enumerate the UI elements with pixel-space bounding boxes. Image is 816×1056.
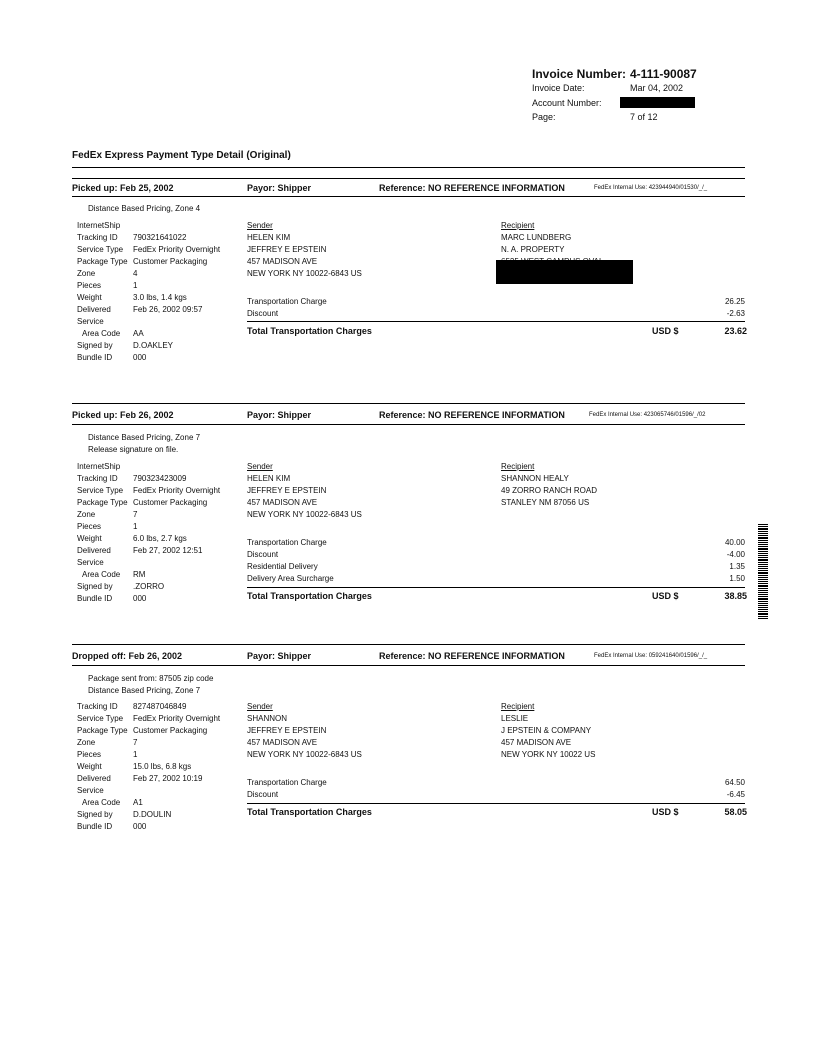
shipment-2-sender: Sender HELEN KIM JEFFREY E EPSTEIN 457 MADISON AVE NEW YORK NY 10022-6843 US — [247, 462, 362, 519]
page-label: Page: — [532, 112, 556, 122]
shipment-3-details-values: 827487046849 FedEx Priority Overnight Customer Packaging 7 1 15.0 lbs, 6.8 kgs Feb 27, 2002 10:19 A1 D.DOULIN 000 — [133, 702, 221, 831]
shipment-1-total-label: Total Transportation Charges — [247, 326, 372, 336]
shipment-2-total: 38.85 — [724, 591, 747, 601]
shipment-3-head-divider — [72, 665, 745, 666]
shipment-3-top-divider — [72, 644, 745, 645]
shipment-1-note: Distance Based Pricing, Zone 4 — [88, 204, 201, 213]
shipment-1-sender: Sender HELEN KIM JEFFREY E EPSTEIN 457 MADISON AVE NEW YORK NY 10022-6843 US — [247, 221, 362, 278]
account-number-redaction — [620, 97, 695, 108]
invoice-date: Mar 04, 2002 — [630, 83, 684, 93]
shipment-1-details-labels: InternetShip Tracking ID Service Type Package Type Zone Pieces Weight Delivered Service Area Code Signed by Bundle ID — [77, 221, 128, 362]
shipment-2-currency: USD $ — [652, 591, 679, 601]
account-number-label: Account Number: — [532, 98, 602, 108]
shipment-1-recipient: Recipient MARC LUNDBERG N. A. PROPERTY — [501, 221, 572, 254]
shipment-3-sender: Sender SHANNON JEFFREY E EPSTEIN 457 MADISON AVE NEW YORK NY 10022-6843 US — [247, 702, 362, 759]
page-number: 7 of 12 — [630, 112, 658, 122]
shipment-3-pickup: Dropped off: Feb 26, 2002 — [72, 651, 183, 661]
invoice-number: 4-111-90087 — [630, 67, 697, 81]
shipment-2-charge-labels: Transportation Charge Discount Residential Delivery Delivery Area Surcharge — [247, 538, 334, 583]
shipment-1-head-divider — [72, 196, 745, 197]
shipment-2-internal-use: FedEx Internal Use: 423065746/01596/_/02 — [589, 412, 706, 418]
shipment-2-total-divider — [247, 587, 745, 588]
shipment-2-recipient: Recipient SHANNON HEALY 49 ZORRO RANCH ROAD STANLEY NM 87056 US — [501, 462, 598, 507]
shipment-1-top-divider — [72, 178, 745, 179]
shipment-3-payor: Payor: Shipper — [247, 651, 312, 661]
shipment-3-total-divider — [247, 803, 745, 804]
shipment-3-reference: Reference: NO REFERENCE INFORMATION — [379, 651, 565, 661]
shipment-3-currency: USD $ — [652, 807, 679, 817]
shipment-1-currency: USD $ — [652, 326, 679, 336]
shipment-2-pickup: Picked up: Feb 26, 2002 — [72, 410, 174, 420]
shipment-1-payor: Payor: Shipper — [247, 183, 312, 193]
shipment-1-charge-amounts: 26.25 -2.63 — [724, 297, 745, 318]
shipment-2-charge-amounts: 40.00 -4.00 1.35 1.50 — [724, 538, 745, 583]
shipment-1-details-values: 790321641022 FedEx Priority Overnight Customer Packaging 4 1 3.0 lbs, 1.4 kgs Feb 26, 2002 09:57 AA D.OAKLEY 000 — [133, 233, 221, 362]
page-title: FedEx Express Payment Type Detail (Original) — [72, 150, 291, 161]
shipment-2-top-divider — [72, 403, 745, 404]
shipment-1-total: 23.62 — [724, 326, 747, 336]
shipment-1-total-divider — [247, 321, 745, 322]
shipment-2-total-label: Total Transportation Charges — [247, 591, 372, 601]
shipment-3-charge-labels: Transportation Charge Discount — [247, 778, 327, 799]
shipment-2-notes: Distance Based Pricing, Zone 7 Release signature on file. — [88, 433, 201, 454]
shipment-2-payor: Payor: Shipper — [247, 410, 312, 420]
shipment-3-notes: Package sent from: 87505 zip code Distance Based Pricing, Zone 7 — [88, 674, 214, 695]
shipment-2-details-values: 790323423009 FedEx Priority Overnight Customer Packaging 7 1 6.0 lbs, 2.7 kgs Feb 27, 2002 12:51 RM .ZORRO 000 — [133, 474, 221, 603]
shipment-2-reference: Reference: NO REFERENCE INFORMATION — [379, 410, 565, 420]
shipment-3-total-label: Total Transportation Charges — [247, 807, 372, 817]
shipment-1-pickup: Picked up: Feb 25, 2002 — [72, 183, 174, 193]
shipment-1-charge-labels: Transportation Charge Discount — [247, 297, 327, 318]
shipment-2-head-divider — [72, 424, 745, 425]
shipment-3-details-labels: Tracking ID Service Type Package Type Zone Pieces Weight Delivered Service Area Code Signed by Bundle ID — [77, 702, 128, 831]
shipment-3-internal-use: FedEx Internal Use: 059241640/01596/_/_ — [594, 653, 708, 659]
barcode — [758, 524, 768, 620]
shipment-1-internal-use: FedEx Internal Use: 423944940/01530/_/_ — [594, 185, 708, 191]
shipment-3-charge-amounts: 64.50 -6.45 — [724, 778, 745, 799]
shipment-3-recipient: Recipient LESLIE J EPSTEIN & COMPANY 457 MADISON AVE NEW YORK NY 10022 US — [501, 702, 596, 759]
shipment-2-details-labels: InternetShip Tracking ID Service Type Package Type Zone Pieces Weight Delivered Service Area Code Signed by Bundle ID — [77, 462, 128, 603]
title-divider — [72, 167, 745, 168]
recipient-redaction — [496, 260, 633, 284]
invoice-date-label: Invoice Date: — [532, 83, 585, 93]
invoice-number-label: Invoice Number: — [532, 67, 627, 81]
shipment-1-reference: Reference: NO REFERENCE INFORMATION — [379, 183, 565, 193]
shipment-3-total: 58.05 — [724, 807, 747, 817]
